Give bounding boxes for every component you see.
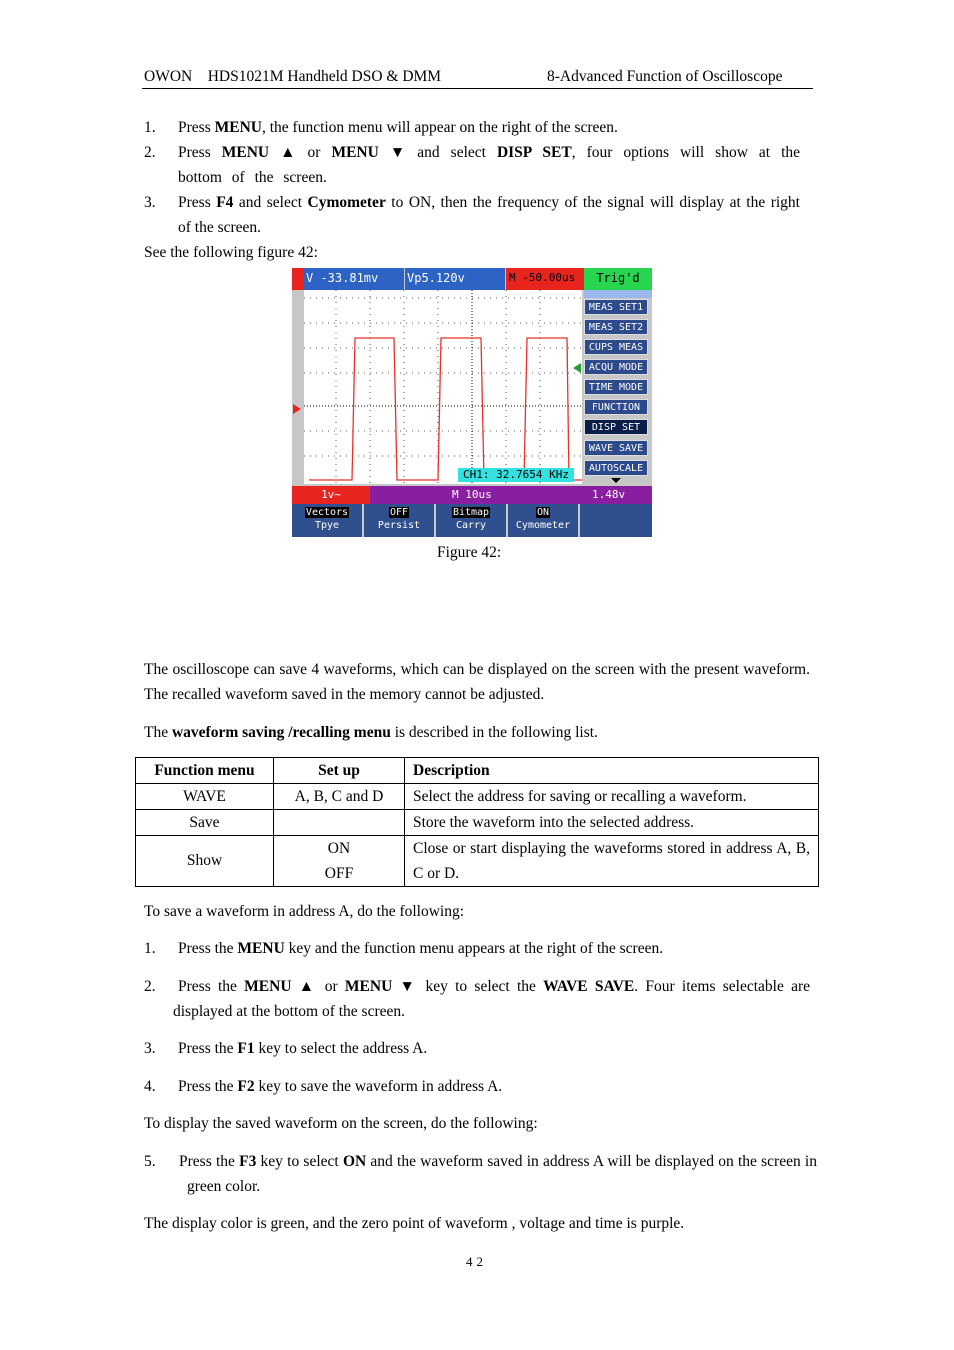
text-run: Press [178,194,217,211]
text-run: and select [406,144,497,161]
text-run: and select [233,194,308,211]
menu-wave-save[interactable]: WAVE SAVE [584,440,648,456]
table-cell [274,810,405,836]
f1-type-key[interactable] [292,504,364,537]
text-run: to ON, then the frequency of the signal will display at the right of the screen. [178,194,839,236]
table-header-row [136,758,819,784]
bold-term: Cymometer [307,194,386,211]
text-run: Press the [178,1078,238,1095]
figure-caption: Figure 42: [437,544,502,561]
table-row [136,836,819,887]
display-intro: To display the saved waveform on the screen, do the following: [144,1115,538,1132]
f3-label: Carry [455,520,487,531]
menu-function[interactable]: FUNCTION [584,399,648,415]
text-run: Press the [178,1040,238,1057]
bold-term: F4 [216,194,234,211]
bold-term: MENU ▲ [221,144,297,161]
step-text [178,190,839,240]
page-number: 42 [466,1254,487,1269]
step-text [178,1074,800,1099]
menu-sentence-pre: The [144,724,172,741]
battery-icon [292,268,304,290]
f5-blank-key[interactable] [580,504,652,537]
menu-meas-set2[interactable]: MEAS SET2 [584,319,648,335]
menu-sentence [144,720,810,745]
text-run: , four options will show at the bottom of the screen. [178,144,801,186]
text-run: Press the [179,1153,240,1170]
f3-carry-key[interactable] [436,504,508,537]
channel-zero-marker-icon [293,404,301,414]
table-cell: A, B, C and D [274,784,405,810]
bold-term: F2 [237,1078,255,1095]
trigger-level-marker-icon [573,363,581,373]
bold-term: F1 [237,1040,255,1057]
menu-sentence-post: is described in the following list. [390,724,598,741]
step-text [178,936,818,961]
menu-time-mode[interactable]: TIME MODE [584,379,648,395]
setup-off: OFF [324,865,354,882]
bold-term: MENU ▼ [331,144,407,161]
trigger-level: 1.48v [592,488,626,501]
f2-value: OFF [389,507,409,518]
step-number: 3. [144,1040,156,1057]
table-cell: Close or start displaying the waveforms stored in address A, B, C or D. [405,836,819,887]
step-number: 4. [144,1078,156,1095]
time-offset: M -50.00us [506,268,585,290]
peak-voltage: Vp5.120v [405,268,505,290]
text-run: ▲ or [298,978,345,995]
menu-cups-meas[interactable]: CUPS MEAS [584,339,648,355]
waveform-grid [304,290,582,484]
table-cell: Select the address for saving or recalling a waveform. [405,784,819,810]
step-number: 1. [144,119,156,136]
frequency-readout: CH1: 32.7654 KHz [458,468,574,482]
text-run: key and the function menu appears at the right of the screen. [284,940,664,957]
trigger-status: Trig'd [584,268,652,290]
header-rule [142,88,813,89]
menu-scroll-down-icon [611,478,621,483]
menu-autoscale[interactable]: AUTOSCALE [584,460,648,476]
step-text [173,974,810,1024]
step-number: 2. [144,978,156,995]
oscilloscope-screen [292,268,652,537]
bold-term: MENU [214,119,262,136]
bold-term: ON [342,1153,367,1170]
text-run: key to save the waveform in address A. [254,1078,503,1095]
bold-term: F3 [239,1153,257,1170]
closing-paragraph: The display color is green, and the zero point of waveform , voltage and time is purple. [144,1215,685,1232]
table-row [136,810,819,836]
step-text [178,115,800,140]
text-run: Press [178,144,222,161]
text-run: Press [178,119,215,136]
step-number: 3. [144,194,156,211]
f1-label: Tpye [314,520,340,531]
text-run: ▼ key to select the [399,978,544,995]
text-run: . Four items selectable are displayed at the bottom of the screen. [173,978,811,1020]
f4-value: ON [536,507,550,518]
step-number: 2. [144,144,156,161]
table-cell: WAVE [136,784,274,810]
f3-value: Bitmap [452,507,490,518]
step-number: 5. [144,1153,156,1170]
table-cell: Show [136,836,274,887]
f2-label: Persist [377,520,421,531]
f2-persist-key[interactable] [364,504,436,537]
menu-meas-set1[interactable]: MEAS SET1 [584,299,648,315]
text-run: , the function menu will appear on the right of the screen. [261,119,618,136]
menu-sentence-bold: waveform saving /recalling menu [171,724,391,741]
table-cell: Store the waveform into the selected address. [405,810,819,836]
see-figure-text: See the following figure 42: [144,244,318,261]
text-run: key to select [256,1153,343,1170]
menu-acqu-mode[interactable]: ACQU MODE [584,359,648,375]
bold-term: MENU [244,978,299,995]
table-row [136,784,819,810]
menu-disp-set[interactable]: DISP SET [584,419,648,435]
cursor-voltage: V -33.81mv [304,268,404,290]
step-text [178,140,800,190]
table-cell [274,836,405,887]
table-cell: Save [136,810,274,836]
wave-save-menu-table [135,757,819,887]
text-run: key to select the address A. [254,1040,428,1057]
header-left: OWON HDS1021M Handheld DSO & DMM [144,68,442,85]
text-run: Press the [178,978,245,995]
step-text [179,1149,817,1199]
f4-cymometer-key[interactable] [508,504,580,537]
table-header: Set up [274,758,405,784]
bold-term: WAVE SAVE [543,978,635,995]
bold-term: MENU [344,978,400,995]
text-run: Press the [178,940,238,957]
channel-scale: 1v~ [292,486,370,504]
bold-term: DISP SET [496,144,572,161]
f4-label: Cymometer [515,520,571,531]
table-header: Function menu [136,758,274,784]
intro-paragraph: The oscilloscope can save 4 waveforms, which can be displayed on the screen with the present waveform. The recalled waveform saved in the memory cannot be adjusted. [144,661,810,703]
f1-value: Vectors [305,507,349,518]
timebase: M 10us [452,488,492,501]
menu-scroll-up [584,290,652,298]
waveform-display [304,290,582,484]
header-right: 8-Advanced Function of Oscilloscope [547,68,783,85]
table-header: Description [405,758,819,784]
step-number: 1. [144,940,156,957]
save-intro: To save a waveform in address A, do the following: [144,903,465,920]
setup-on: ON [327,840,351,857]
step-text [178,1036,800,1061]
text-run: and the waveform saved in address A will be displayed on the screen in green color. [187,1153,817,1195]
square-wave-trace [310,338,582,480]
bold-term: MENU [237,940,285,957]
text-run: or [296,144,332,161]
